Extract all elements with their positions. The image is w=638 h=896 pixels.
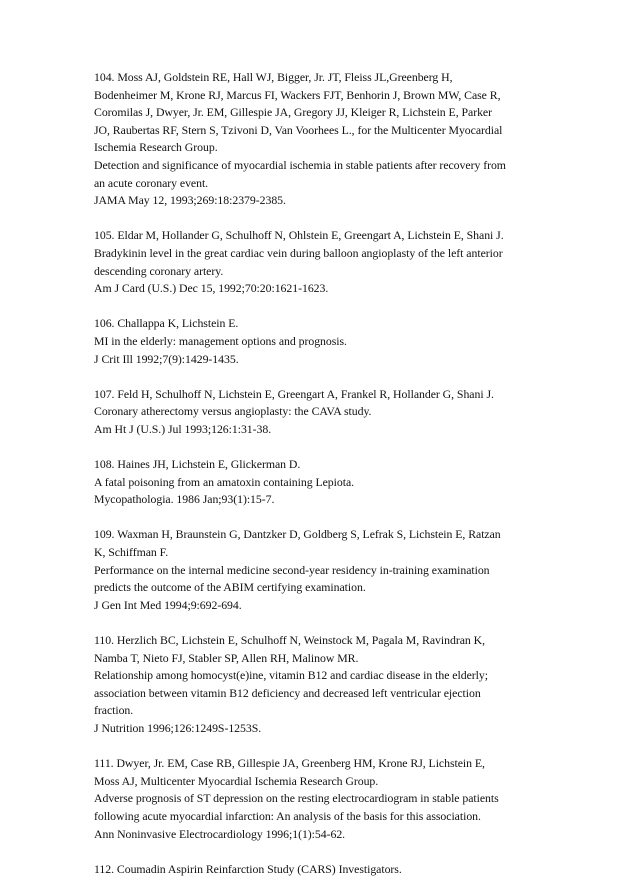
reference-entry: [94, 861, 564, 879]
reference-line: 109. Waxman H, Braunstein G, Dantzker D, Goldberg S, Lefrak S, Lichstein E, Ratzan: [94, 527, 501, 542]
reference-line: JAMA May 12, 1993;269:18:2379-2385.: [94, 193, 286, 208]
reference-line: Ann Noninvasive Electrocardiology 1996;1(1):54-62.: [94, 826, 346, 841]
reference-entry: [94, 456, 564, 509]
reference-line: Namba T, Nieto FJ, Stabler SP, Allen RH, Malinow MR.: [94, 650, 359, 665]
reference-line: 111. Dwyer, Jr. EM, Case RB, Gillespie JA, Greenberg HM, Krone RJ, Lichstein E,: [94, 756, 485, 771]
reference-line: Relationship among homocyst(e)ine, vitamin B12 and cardiac disease in the elderly;: [94, 668, 488, 683]
reference-line: 105. Eldar M, Hollander G, Schulhoff N, Ohlstein E, Greengart A, Lichstein E, Shani J.: [94, 228, 504, 243]
reference-entry: [94, 69, 564, 210]
reference-line: Coromilas J, Dwyer, Jr. EM, Gillespie JA, Gregory JJ, Kleiger R, Lichstein E, Parker: [94, 105, 492, 120]
reference-line: Am J Card (U.S.) Dec 15, 1992;70:20:1621-1623.: [94, 281, 329, 296]
reference-list: [94, 69, 564, 896]
reference-line: descending coronary artery.: [94, 263, 224, 278]
reference-line: Bradykinin level in the great cardiac vein during balloon angioplasty of the left anterior: [94, 245, 503, 260]
reference-line: association between vitamin B12 deficiency and decreased left ventricular ejection: [94, 685, 481, 700]
reference-line: 110. Herzlich BC, Lichstein E, Schulhoff N, Weinstock M, Pagala M, Ravindran K,: [94, 633, 485, 647]
reference-line: an acute coronary event.: [94, 175, 209, 190]
reference-entry: [94, 632, 564, 738]
reference-line: Am Ht J (U.S.) Jul 1993;126:1:31-38.: [94, 421, 272, 436]
reference-line: A fatal poisoning from an amatoxin containing Lepiota.: [94, 474, 355, 489]
reference-line: K, Schiffman F.: [94, 545, 169, 560]
reference-line: Detection and significance of myocardial ischemia in stable patients after recovery from: [94, 157, 506, 172]
reference-line: Coronary atherectomy versus angioplasty: the CAVA study.: [94, 404, 372, 419]
reference-line: predicts the outcome of the ABIM certifying examination.: [94, 580, 366, 595]
reference-line: 108. Haines JH, Lichstein E, Glickerman D.: [94, 457, 301, 472]
reference-line: J Nutrition 1996;126:1249S-1253S.: [94, 720, 262, 735]
reference-line: Bodenheimer M, Krone RJ, Marcus FI, Wackers FJT, Benhorin J, Brown MW, Case R,: [94, 87, 501, 102]
reference-entry: [94, 315, 564, 368]
reference-line: Moss AJ, Multicenter Myocardial Ischemia Research Group.: [94, 773, 379, 788]
reference-line: JO, Raubertas RF, Stern S, Tzivoni D, Van Voorhees L., for the Multicenter Myocardial: [94, 122, 503, 137]
reference-entry: [94, 526, 564, 614]
reference-line: Ischemia Research Group.: [94, 140, 218, 155]
reference-line: 106. Challappa K, Lichstein E.: [94, 316, 239, 331]
reference-line: 112. Coumadin Aspirin Reinfarction Study (CARS) Investigators.: [94, 861, 402, 876]
reference-line: fraction.: [94, 703, 134, 718]
reference-line: J Crit Ill 1992;7(9):1429-1435.: [94, 351, 239, 366]
reference-entry: [94, 386, 564, 439]
reference-line: 107. Feld H, Schulhoff N, Lichstein E, Greengart A, Frankel R, Hollander G, Shani J.: [94, 386, 494, 401]
reference-line: MI in the elderly: management options and prognosis.: [94, 333, 347, 348]
reference-entry: [94, 227, 564, 297]
reference-line: Mycopathologia. 1986 Jan;93(1):15-7.: [94, 492, 275, 507]
reference-line: J Gen Int Med 1994;9:692-694.: [94, 597, 242, 612]
reference-line: following acute myocardial infarction: An analysis of the basis for this association.: [94, 808, 481, 823]
reference-line: 104. Moss AJ, Goldstein RE, Hall WJ, Bigger, Jr. JT, Fleiss JL,Greenberg H,: [94, 70, 453, 84]
reference-line: Adverse prognosis of ST depression on the resting electrocardiogram in stable patients: [94, 791, 499, 806]
reference-entry: [94, 755, 564, 843]
reference-line: Performance on the internal medicine second-year residency in-training examination: [94, 562, 490, 577]
